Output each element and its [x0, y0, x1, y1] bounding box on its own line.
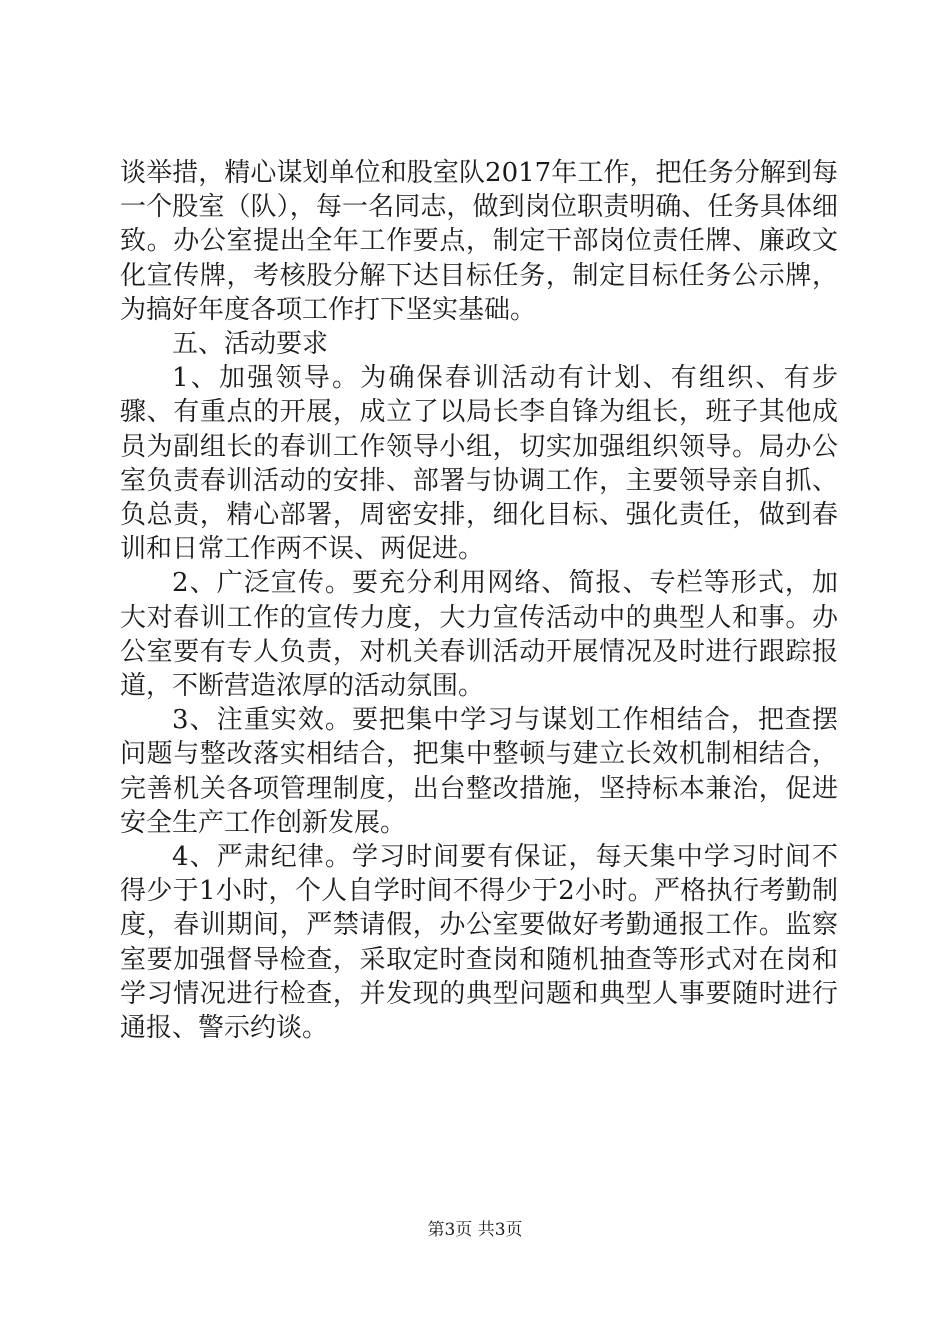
page-footer: 第3页 共3页 — [427, 1220, 523, 1240]
section-heading: 五、活动要求 — [172, 329, 329, 360]
paragraph-effectiveness: 3、注重实效。要把集中学习与谋划工作相结合，把查摆问题与整改落实相结合，把集中整顿与建立长效机制相结合，完善机关各项管理制度，出台整改措施，坚持标本兼治，促进安全生产工作创新发展。 — [120, 705, 838, 838]
paragraph-leadership: 1、加强领导。为确保春训活动有计划、有组织、有步骤、有重点的开展，成立了以局长李自锋为组长，班子其他成员为副组长的春训工作领导小组，切实加强组织领导。局办公室负责春训活动的安排、部署与协调工作，主要领导亲自抓、负总责，精心部署，周密安排，细化目标、强化责任，做到春训和日常工作两不误、两促进。 — [120, 363, 838, 565]
document-body — [120, 156, 838, 1045]
paragraph-discipline: 4、严肃纪律。学习时间要有保证，每天集中学习时间不得少于1小时，个人自学时间不得少于2小时。严格执行考勤制度，春训期间，严禁请假，办公室要做好考勤通报工作。监察室要加强督导检查，采取定时查岗和随机抽查等形式对在岗和学习情况进行检查，并发现的典型问题和典型人事要随时进行通报、警示约谈。 — [120, 842, 838, 1044]
paragraph-publicity: 2、广泛宣传。要充分利用网络、简报、专栏等形式，加大对春训工作的宣传力度，大力宣传活动中的典型人和事。办公室要有专人负责，对机关春训活动开展情况及时进行跟踪报道，不断营造浓厚的活动氛围。 — [120, 568, 838, 702]
paragraph-continuation: 谈举措，精心谋划单位和股室队2017年工作，把任务分解到每一个股室（队），每一名同志，做到岗位职责明确、任务具体细致。办公室提出全年工作要点，制定干部岗位责任牌、廉政文化宣传牌，考核股分解下达目标任务，制定目标任务公示牌，为搞好年度各项工作打下坚实基础。 — [120, 158, 838, 325]
